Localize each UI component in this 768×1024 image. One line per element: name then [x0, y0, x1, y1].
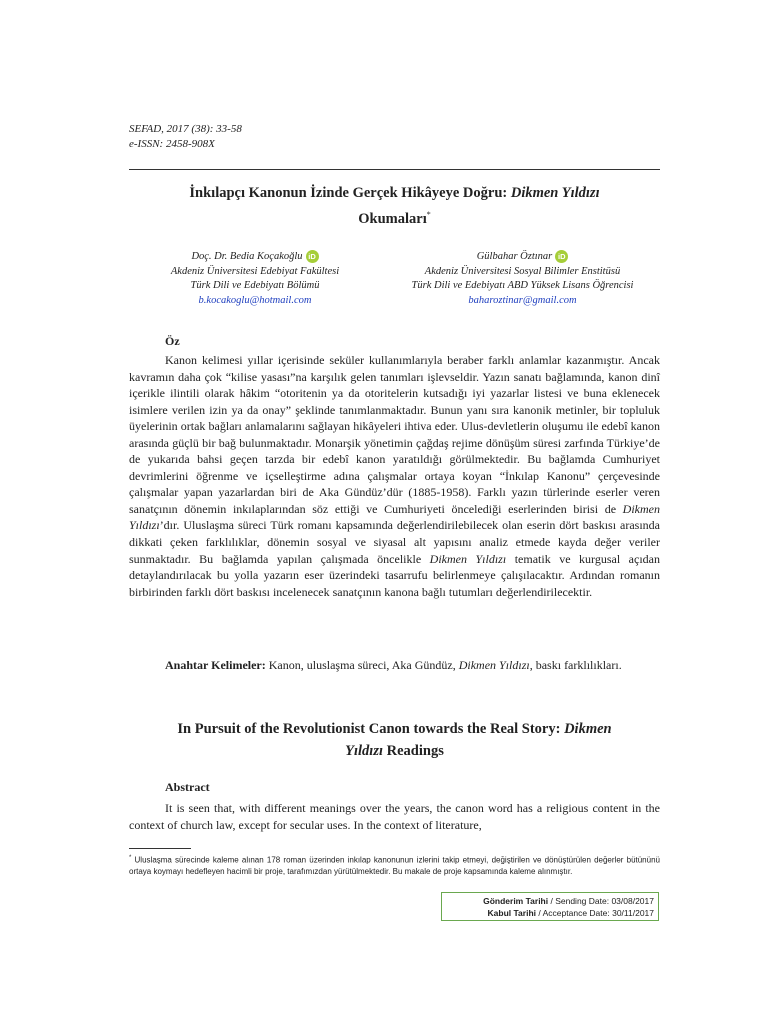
oz-heading: Öz — [165, 334, 180, 348]
header-rule — [129, 169, 660, 170]
keywords-text-a: Kanon, uluslaşma süreci, Aka Gündüz, — [265, 658, 459, 672]
title-en-part1: In Pursuit of the Revolutionist Canon towards the Real Story: — [177, 721, 565, 737]
footnote-rule — [129, 848, 191, 849]
title-en-italic-a: Dikmen — [564, 721, 612, 737]
abstract-heading: Abstract — [165, 780, 210, 794]
keywords-italic: Dikmen Yıldızı — [458, 658, 530, 672]
title-footnote-mark: * — [426, 210, 431, 219]
author-1-affiliation-1: Akdeniz Üniversitesi Edebiyat Fakültesi — [170, 265, 340, 277]
author-2-name: Gülbahar Öztınar — [476, 251, 553, 262]
author-1-name: Doç. Dr. Bedia Koçakoğlu — [191, 251, 303, 262]
title-tr-part1: İnkılapçı Kanonun İzinde Gerçek Hikâyeye Doğru: — [189, 185, 511, 201]
journal-issn: e-ISSN: 2458-908X — [129, 138, 215, 150]
keywords — [129, 657, 660, 674]
accept-date-label: Kabul Tarihi — [487, 908, 537, 918]
footnote-text: Uluslaşma sürecinde kaleme alınan 178 roman üzerinden inkılap kanonunun izlerini takip etmeyi, değiştirilen ve dönüştürülen değerler bütününü ortaya koymayı hedefleyen hacimli bir proje, tarafımızdan yürütülmektedir. Bu makale de proje kapsamında kaleme alınmıştır. — [129, 855, 660, 877]
orcid-icon[interactable]: iD — [306, 250, 319, 263]
sent-date-label: Gönderim Tarihi — [483, 896, 549, 906]
title-tr-part2: Okumaları — [358, 210, 427, 227]
article-title-en — [129, 718, 660, 762]
author-2-affiliation-1: Akdeniz Üniversitesi Sosyal Bilimler Enstitüsü — [424, 265, 621, 277]
article-title-tr — [129, 182, 660, 230]
sent-date-text: / Sending Date: 03/08/2017 — [548, 896, 654, 906]
journal-citation: SEFAD, 2017 (38): 33-58 — [129, 123, 242, 135]
keywords-text-b: , baskı farklılıkları. — [529, 658, 622, 672]
title-en-italic-b: Yıldızı — [345, 743, 384, 759]
oz-italic-1: Dikmen Yıldızı — [129, 501, 660, 533]
submission-dates-box — [441, 892, 659, 921]
author-2-email[interactable]: baharoztinar@gmail.com — [468, 294, 577, 306]
oz-text-c: tematik ve kurgusal açıdan detaylandırılacak bu yolla yazarın eser üzerindeki tasarrufu belirlenmeye çalışılacaktır. Ardından romanın birbirinden farklı dört baskısı incelenecek sanatçının kanona bağlı tutumları değerlendirilecektir. — [129, 551, 660, 599]
oz-body — [129, 352, 660, 600]
oz-italic-2: Dikmen Yıldızı — [429, 551, 507, 566]
accept-date-text: / Acceptance Date: 30/11/2017 — [536, 908, 654, 918]
keywords-label: Anahtar Kelimeler: — [165, 658, 266, 672]
orcid-icon[interactable]: iD — [555, 250, 568, 263]
title-tr-italic: Dikmen Yıldızı — [510, 185, 600, 201]
abstract-body: It is seen that, with different meanings over the years, the canon word has a religious content in the context of church law, except for secular uses. In the context of literature, — [129, 801, 660, 832]
title-en-part2: Readings — [383, 743, 444, 759]
author-2 — [385, 250, 660, 308]
footnote-mark: * — [129, 855, 132, 861]
footnote — [129, 853, 660, 878]
author-1 — [140, 250, 370, 308]
author-1-affiliation-2: Türk Dili ve Edebiyatı Bölümü — [190, 280, 320, 291]
author-1-email[interactable]: b.kocakoglu@hotmail.com — [198, 294, 312, 306]
oz-text-b: ’dır. Uluslaşma süreci Türk romanı kapsamında değerlendirilebilecek olan eserin dört baskısı arasında dikkati çeken farklılıklar, dönemin sosyal ve siyasal alt yapısını analiz etmede kayda değer veriler sunmaktadır. Bu bağlamda yapılan çalışmada öncelikle — [129, 518, 660, 566]
author-2-affiliation-2: Türk Dili ve Edebiyatı ABD Yüksek Lisans Öğrencisi — [411, 280, 634, 291]
oz-text-a: Kanon kelimesi yıllar içerisinde seküler kullanımlarıyla beraber farklı anlamlar kazanmıştır. Ancak kavramın daha çok “kilise yasası”na karşılık gelen tanımları işlevseldir. Yazın sanatı bağlamında, kanon dinî içerikle ilintili olarak hâkim “otoritenin ya da otoritelerin kutsadığı iyi yazarlar listesi ve buna eklenecek isimlere verilen izin ya da onay” şeklinde tanımlanmaktadır. Bunun yanı sıra kanonik metinler, bir topluluk üyelerinin ortak bağları anlamalarını sağlayan hikâyeleri ihtiva eder. Ulus-devletlerin oluşumu ile edebî kanon arasında güçlü bir bağ bulunmaktadır. Monarşik yönetimin çağdaş rejime dönüşüm süresi zarfında Türkiye’de de yukarıda bahsi geçen tarzda bir edebî kanon yaratıldığı görülmektedir. Bu bağlamda Cumhuriyet devrimlerini öğrenme ve içselleştirme adına çalışmalar ortaya koyan “İnkılap Kanonu” çerçevesinde çalışmalar yapan yazarlardan biri de Aka Gündüz’dür (1885-1958). Farklı yazın türlerinde eserler veren sanatçının dönemin inkılaplarından söz ettiği ve Cumhuriyeti öncelediği eserlerinden birisi de — [129, 353, 660, 516]
